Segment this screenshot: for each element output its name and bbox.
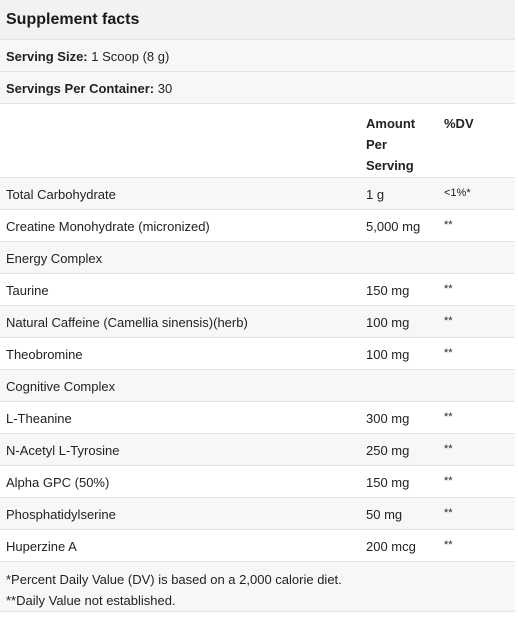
ingredient-amount: 300 mg <box>366 411 410 426</box>
ingredient-amount: 1 g <box>366 187 385 202</box>
serving-size-label: Serving Size: <box>6 49 88 64</box>
servings-per-container-row <box>0 72 515 104</box>
not-established-footnote: **Daily Value not established. <box>6 593 176 608</box>
ingredient-name: Alpha GPC (50%) <box>6 475 110 490</box>
ingredient-amount: 5,000 mg <box>366 219 421 234</box>
ingredient-name: Phosphatidylserine <box>6 507 116 522</box>
amount-column-header <box>366 113 415 176</box>
ingredient-dv: ** <box>444 283 453 295</box>
ingredient-name: L-Theanine <box>6 411 72 426</box>
table-row <box>0 306 515 338</box>
table-row <box>0 530 515 562</box>
ingredient-name: N-Acetyl L-Tyrosine <box>6 443 120 458</box>
ingredient-amount: 250 mg <box>366 443 410 458</box>
dv-footnote: *Percent Daily Value (DV) is based on a 2,000 calorie diet. <box>6 572 342 587</box>
table-row <box>0 210 515 242</box>
ingredient-dv: ** <box>444 411 453 423</box>
ingredient-name: Total Carbohydrate <box>6 187 116 202</box>
table-row <box>0 338 515 370</box>
table-row <box>0 466 515 498</box>
ingredient-dv: ** <box>444 539 453 551</box>
ingredient-dv: ** <box>444 219 453 231</box>
table-row <box>0 274 515 306</box>
ingredient-amount: 150 mg <box>366 283 410 298</box>
dv-column-header: %DV <box>444 116 474 131</box>
ingredient-dv: <1%* <box>444 187 471 199</box>
ingredient-name: Energy Complex <box>6 251 103 266</box>
ingredient-dv: ** <box>444 347 453 359</box>
table-row <box>0 402 515 434</box>
servings-per-container-value: 30 <box>154 81 173 96</box>
ingredient-amount: 50 mg <box>366 507 403 522</box>
ingredient-name: Huperzine A <box>6 539 77 554</box>
servings-per-container-label: Servings Per Container: <box>6 81 155 96</box>
ingredient-name: Theobromine <box>6 347 83 362</box>
serving-size-value: 1 Scoop (8 g) <box>87 49 170 64</box>
amount-header-line: Serving <box>366 158 414 173</box>
serving-size-row <box>0 40 515 72</box>
table-row <box>0 178 515 210</box>
table-row <box>0 498 515 530</box>
ingredient-dv: ** <box>444 507 453 519</box>
table-row <box>0 434 515 466</box>
amount-header-line: Amount <box>366 116 416 131</box>
ingredient-dv: ** <box>444 315 453 327</box>
ingredient-dv: ** <box>444 475 453 487</box>
column-header-row <box>0 104 515 178</box>
panel-title: Supplement facts <box>0 0 515 40</box>
ingredient-name: Creatine Monohydrate (micronized) <box>6 219 210 234</box>
ingredient-name: Taurine <box>6 283 49 298</box>
ingredient-amount: 100 mg <box>366 347 410 362</box>
ingredient-name: Natural Caffeine (Camellia sinensis)(herb) <box>6 315 248 330</box>
ingredient-amount: 200 mcg <box>366 539 416 554</box>
table-row <box>0 370 515 402</box>
ingredient-amount: 100 mg <box>366 315 410 330</box>
table-row <box>0 242 515 274</box>
footnotes <box>0 562 515 612</box>
ingredient-dv: ** <box>444 443 453 455</box>
ingredient-amount: 150 mg <box>366 475 410 490</box>
amount-header-line: Per <box>366 137 387 152</box>
ingredient-name: Cognitive Complex <box>6 379 116 394</box>
ingredient-table <box>0 178 515 562</box>
